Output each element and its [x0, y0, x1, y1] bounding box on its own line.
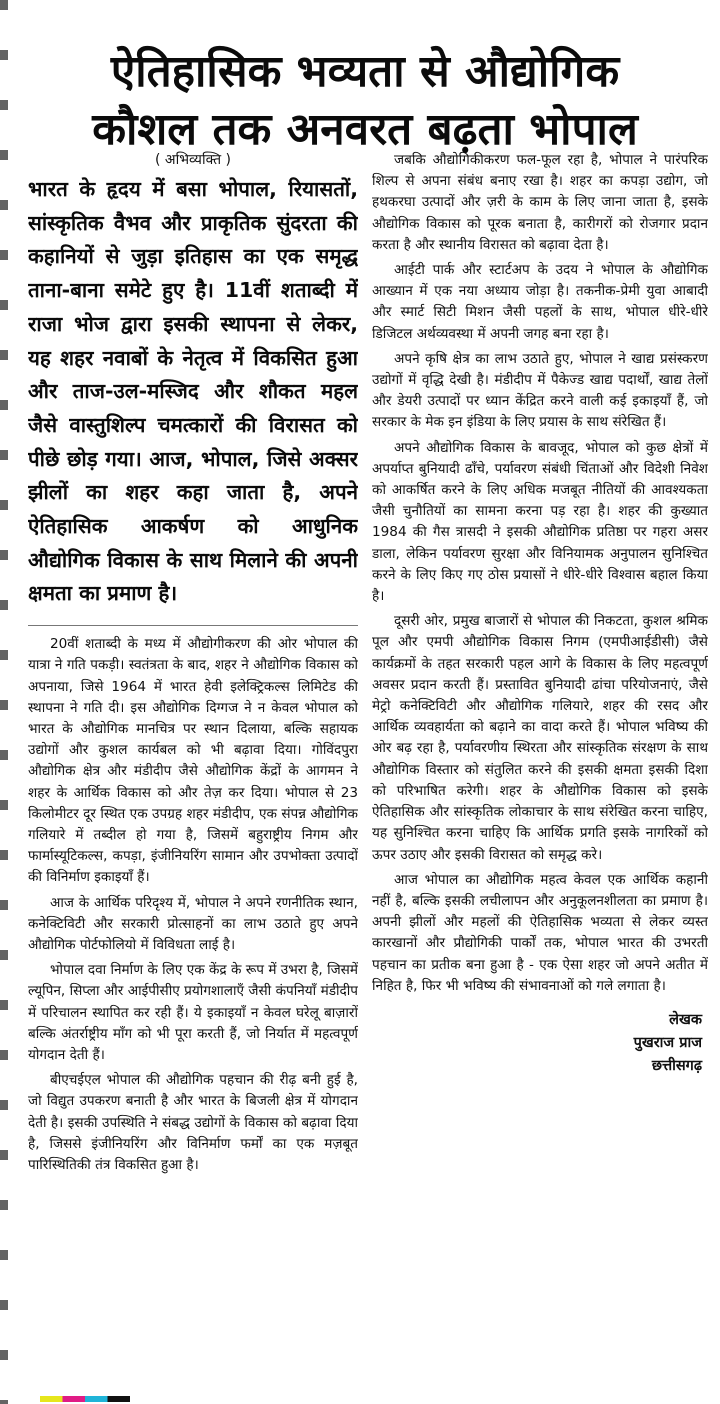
body-paragraph: दूसरी ओर, प्रमुख बाजारों से भोपाल की निकटता, कुशल श्रमिक पूल और एमपी औद्योगिक विकास निगम (एमपीआईडीसी) जैसे कार्यक्रमों के तहत सरकारी पहल आगे के विकास के लिए महत्वपूर्ण अवसर प्रदान करती हैं। प्रस्तावित बुनियादी ढांचा परियोजनाएं, जैसे मेट्रो कनेक्टिविटी और औद्योगिक गलियारे, शहर की रसद और आर्थिक व्यवहार्यता को बढ़ाने का वादा करते हैं। भोपाल भविष्य की ओर बढ़ रहा है, पर्यावरणीय स्थिरता और सांस्कृतिक संरक्षण के साथ औद्योगिक विस्तार को संतुलित करने की इसकी क्षमता इसकी दिशा को परिभाषित करेगी। शहर के औद्योगिक विकास को इसके ऐतिहासिक और सांस्कृतिक लोकाचार के साथ संरेखित करना चाहिए, यह सुनिश्चित करना चाहिए कि आर्थिक प्रगति इसके नागरिकों को ऊपर उठाए और इसकी विरासत को समृद्ध करे।	[372, 613, 708, 863]
left-column	[28, 150, 358, 1392]
body-paragraph: भोपाल दवा निर्माण के लिए एक केंद्र के रूप में उभरा है, जिसमें ल्यूपिन, सिप्ला और आईपीसीए प्रयोगशालाएँ जैसी कंपनियाँ मंडीदीप में परिचालन स्थापित कर रही हैं। ये इकाइयाँ न केवल घरेलू बाज़ारों बल्कि अंतर्राष्ट्रीय माँग को भी पूरा करती हैं, जो निर्यात में महत्वपूर्ण योगदान देती हैं।	[28, 962, 358, 1063]
print-color-bar	[40, 1396, 130, 1402]
headline-line-1: ऐतिहासिक भव्यता से औद्योगिक	[110, 46, 620, 98]
byline-role: लेखक	[669, 1011, 702, 1028]
divider	[28, 625, 358, 626]
body-paragraph: 20वीं शताब्दी के मध्य में औद्योगीकरण की ओर भोपाल की यात्रा ने गति पकड़ी। स्वतंत्रता के बाद, शहर ने औद्योगिक विकास को अपनाया, जिसे 1964 में भारत हेवी इलेक्ट्रिकल्स लिमिटेड की स्थापना ने गति दी। इस औद्योगिक दिग्गज ने न केवल भोपाल को भारत के औद्योगिक मानचित्र पर स्थान दिलाया, बल्कि सहायक उद्योगों और कुशल कार्यबल को भी बढ़ावा दिया। गोविंदपुरा औद्योगिक क्षेत्र और मंडीदीप जैसे औद्योगिक केंद्रों के आगमन ने शहर के आर्थिक विकास को और तेज़ कर दिया। भोपाल से 23 किलोमीटर दूर स्थित एक उपग्रह शहर मंडीदीप, एक संपन्न औद्योगिक गलियारे में तब्दील हो गया है, जिसमें बहुराष्ट्रीय निगम और फार्मास्यूटिकल्स, कपड़ा, इंजीनियरिंग सामान और उपभोक्ता उत्पादों की विनिर्माण इकाइयाँ हैं।	[28, 636, 358, 886]
body-paragraph: आज के आर्थिक परिदृश्य में, भोपाल ने अपने रणनीतिक स्थान, कनेक्टिविटी और सरकारी प्रोत्साहनों का लाभ उठाते हुए अपने औद्योगिक पोर्टफोलियो में विविधता लाई है।	[28, 894, 358, 953]
body-paragraph: जबकि औद्योगिकीकरण फल-फूल रहा है, भोपाल ने पारंपरिक शिल्प से अपना संबंध बनाए रखा है। शहर का कपड़ा उद्योग, जो हथकरघा उत्पादों और ज़री के काम के लिए जाना जाता है, इसके औद्योगिक विकास को पूरक बनाता है, कारीगरों को रोजगार प्रदान करता है और स्थानीय विरासत को बढ़ावा देता है।	[372, 152, 708, 253]
author-byline	[372, 1009, 708, 1078]
body-paragraph: आज भोपाल का औद्योगिक महत्व केवल एक आर्थिक कहानी नहीं है, बल्कि इसकी लचीलापन और अनुकूलनशीलता का प्रमाण है। अपनी झीलों और महलों की ऐतिहासिक भव्यता से लेकर व्यस्त कारखानों और प्रौद्योगिकी पार्कों तक, भोपाल भारत की उभरती पहचान का प्रतीक बना हुआ है - एक ऐसा शहर जो अपने अतीत में निहित है, फिर भी भविष्य की संभावनाओं को गले लगाता है।	[372, 871, 708, 994]
body-paragraph: बीएचईएल भोपाल की औद्योगिक पहचान की रीढ़ बनी हुई है, जो विद्युत उपकरण बनाती है और भारत के बिजली क्षेत्र में योगदान देती है। इसकी उपस्थिति ने संबद्ध उद्योगों के विकास को बढ़ावा दिया है, जिससे इंजीनियरिंग और विनिर्माण फर्मों का एक मज़बूत पारिस्थितिकी तंत्र विकसित हुआ है।	[28, 1072, 358, 1174]
body-paragraph: आईटी पार्क और स्टार्टअप के उदय ने भोपाल के औद्योगिक आख्यान में एक नया अध्याय जोड़ा है। तकनीक-प्रेमी युवा आबादी और स्मार्ट सिटी मिशन जैसी पहलों के साथ, भोपाल धीरे-धीरे डिजिटल अर्थव्यवस्था में अपनी जगह बना रहा है।	[372, 262, 708, 342]
headline-line-2: कौशल तक अनवरत बढ़ता भोपाल	[92, 104, 638, 156]
margin-registration-marks	[0, 0, 8, 1404]
lead-paragraph: भारत के हृदय में बसा भोपाल, रियासतों, सांस्कृतिक वैभव और प्राकृतिक सुंदरता की कहानियों से जुड़ा इतिहास का एक समृद्ध ताना-बाना समेटे हुए है। 11वीं शताब्दी में राजा भोज द्वारा इसकी स्थापना से लेकर, यह शहर नवाबों के नेतृत्व में विकसित हुआ और ताज-उल-मस्जिद और शौकत महल जैसे वास्तुशिल्प चमत्कारों की विरासत को पीछे छोड़ गया। आज, भोपाल, जिसे अक्सर झीलों का शहर कहा जाता है, अपने ऐतिहासिक आकर्षण को आधुनिक औद्योगिक विकास के साथ मिलाने की अपनी क्षमता का प्रमाण है।	[28, 177, 358, 606]
right-column	[372, 150, 708, 1392]
body-paragraph: अपने कृषि क्षेत्र का लाभ उठाते हुए, भोपाल ने खाद्य प्रसंस्करण उद्योगों में वृद्धि देखी है। मंडीदीप में पैकेज्ड खाद्य पदार्थों, खाद्य तेलों और डेयरी उत्पादों पर ध्यान केंद्रित करने वाली कई इकाइयाँ हैं, जो सरकार के मेक इन इंडिया के लिए प्रयास के साथ संरेखित हैं।	[372, 350, 708, 431]
body-paragraph: अपने औद्योगिक विकास के बावजूद, भोपाल को कुछ क्षेत्रों में अपर्याप्त बुनियादी ढाँचे, पर्यावरण संबंधी चिंताओं और विदेशी निवेश को आकर्षित करने के लिए अधिक मजबूत नीतियों की आवश्यकता जैसी चुनौतियों का सामना करना पड़ रहा है। शहर की कुख्यात 1984 की गैस त्रासदी ने इसकी औद्योगिक प्रतिष्ठा पर गहरा असर डाला, लेकिन पर्यावरण सुरक्षा और विनियामक अनुपालन सुनिश्चित करने के लिए किए गए ठोस प्रयासों ने धीरे-धीरे विश्वास बहाल किया है।	[372, 439, 708, 605]
article-columns	[28, 150, 708, 1392]
byline-place: छत्तीसगढ़	[651, 1057, 702, 1074]
byline-name: पुखराज प्राज	[633, 1034, 702, 1051]
section-tag: ( अभिव्यक्ति )	[154, 152, 231, 168]
page-headline	[20, 43, 710, 159]
